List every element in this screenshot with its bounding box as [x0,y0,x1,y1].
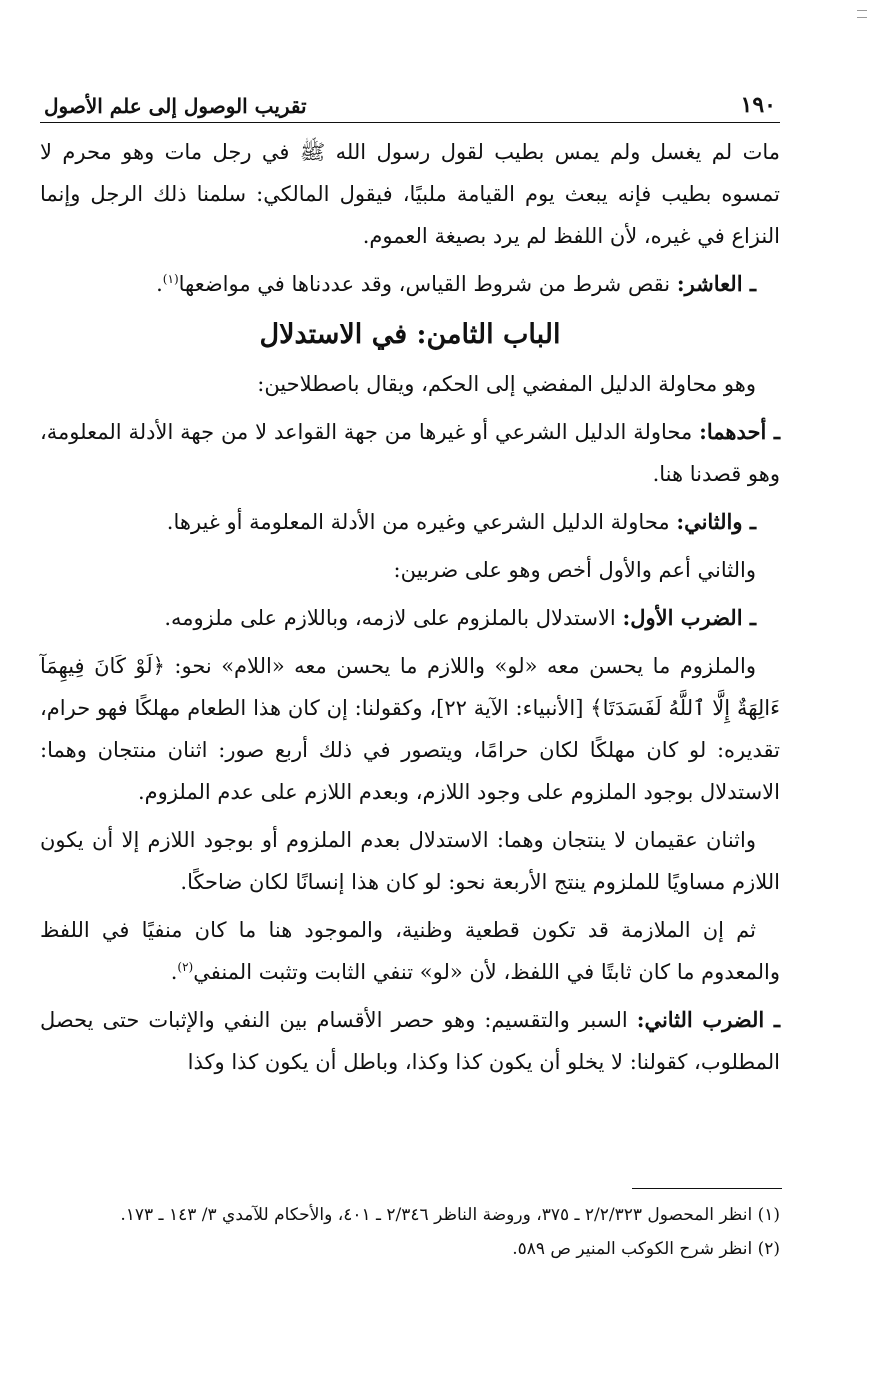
paragraph-4-lead: ـ أحدهما: [699,419,781,444]
running-title: تقريب الوصول إلى علم الأصول [44,94,307,118]
paragraph-5-lead: ـ والثاني: [676,509,756,534]
paragraph-6: والثاني أعم والأول أخص وهو على ضربين: [393,558,756,582]
page-body [40,92,780,1089]
footnotes [40,1200,780,1268]
paragraph-3: وهو محاولة الدليل المفضي إلى الحكم، ويقال باصطلاحين: [257,372,756,396]
footnote-separator [632,1188,782,1189]
paragraph-2 [40,263,780,305]
paragraph-2-text: نقص شرط من شروط القياس، وقد عددناها في مواضعها [178,272,677,296]
paragraph-5-text: محاولة الدليل الشرعي وغيره من الأدلة المعلومة أو غيرها. [166,510,677,534]
corner-mark [857,4,869,26]
footnote-2: (٢) انظر شرح الكوكب المنير ص ٥٨٩. [512,1239,780,1259]
paragraph-2-end: . [156,272,163,296]
paragraph-8: والملزوم ما يحسن معه «لو» واللازم ما يحسن معه «اللام» نحو: ﴿لَوْ كَانَ فِيهِمَآ ءَالِهَةٌ إِلَّا ٱللَّهُ لَفَسَدَتَا﴾ [الأنبياء: الآية ٢٢]، وكقولنا: إن كان هذا الطعام مهلكًا فهو حرام، تقديره: لو كان مهلكًا لكان حرامًا، ويتصور في ذلك أربع صور: اثنان منتجان وهما: الاستدلال بوجود الملزوم على وجود اللازم، وبعدم اللازم على عدم الملزوم. [40,654,780,804]
chapter-title: الباب الثامن: في الاستدلال [259,319,561,350]
paragraph-7 [40,597,780,639]
paragraph-1: مات لم يغسل ولم يمس بطيب لقول رسول الله ﷺ في رجل مات وهو محرم لا تمسوه بطيب فإنه يبعث يوم القيامة ملبيًا، فيقول المالكي: سلمنا ذلك الرجل وإنما النزاع في غيره، لأن اللفظ لم يرد بصيغة العموم. [40,140,780,248]
paragraph-11-lead: ـ الضرب الثاني: [636,1007,780,1032]
page-number: ١٩٠ [740,92,776,118]
header-rule [40,122,780,123]
paragraph-10-end: . [170,960,178,984]
paragraph-9: واثنان عقيمان لا ينتجان وهما: الاستدلال بعدم الملزوم أو بوجود اللازم إلا أن يكون اللازم مساويًا للملزوم ينتج الأربعة نحو: لو كان هذا إنسانًا لكان ضاحكًا. [40,828,780,894]
paragraph-10-text: ثم إن الملازمة قد تكون قطعية وظنية، والموجود هنا ما كان منفيًا في اللفظ والمعدوم ما كان ثابتًا في اللفظ، لأن «لو» تنفي الثابت وتثبت المنفي [40,918,780,984]
footnote-ref-2[interactable]: (٢) [177,960,194,974]
paragraph-4-text: محاولة الدليل الشرعي أو غيرها من جهة القواعد لا من جهة الأدلة المعلومة، وهو قصدنا هنا. [40,420,780,486]
paragraph-7-text: الاستدلال بالملزوم على لازمه، وباللازم على ملزومه. [164,606,623,630]
footnote-1: (١) انظر المحصول ٢/٢/٣٢٣ ـ ٣٧٥، وروضة الناظر ٢/٣٤٦ ـ ٤٠١، والأحكام للآمدي ٣/ ١٤٣ ـ ١٧٣. [120,1205,780,1225]
paragraph-2-lead: ـ العاشر: [676,271,756,296]
paragraph-5 [40,501,780,543]
paragraph-10 [40,909,780,993]
paragraph-7-lead: ـ الضرب الأول: [622,605,756,630]
page-header [40,92,780,122]
paragraph-4 [40,411,780,495]
footnote-ref-1[interactable]: (١) [162,272,179,286]
paragraph-11 [40,999,780,1083]
paragraph-11-text: السبر والتقسيم: وهو حصر الأقسام بين النفي والإثبات حتى يحصل المطلوب، كقولنا: لا يخلو أن يكون كذا وكذا، وباطل أن يكون كذا وكذا [40,1008,780,1074]
